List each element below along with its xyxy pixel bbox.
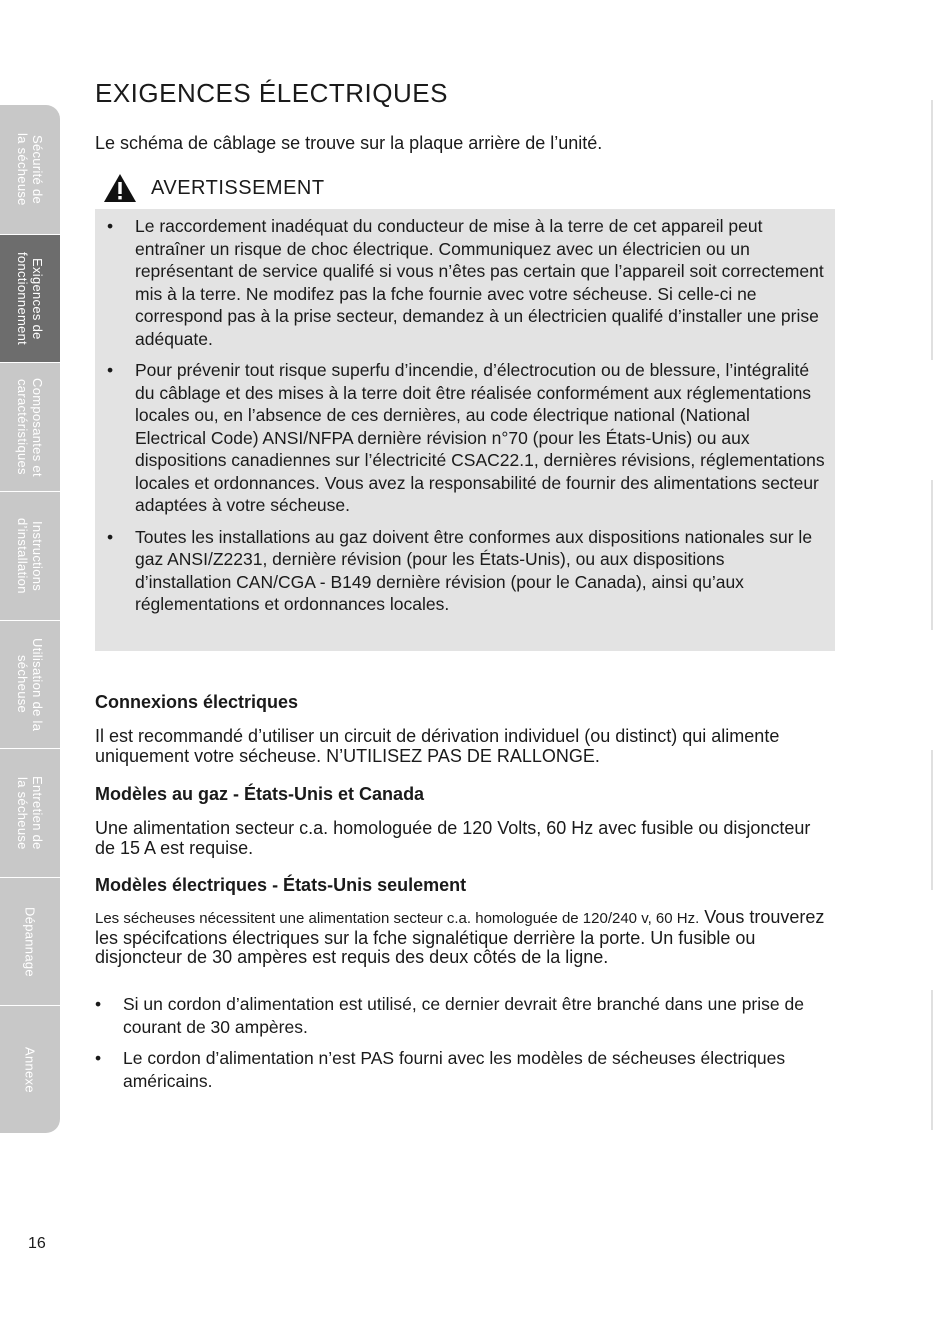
list-item-text: Le cordon d’alimentation n’est PAS fourni avec les modèles de sécheuses électriques américains. bbox=[123, 1048, 786, 1091]
tab-label: la sécheuse bbox=[15, 133, 30, 206]
list-item-text: Si un cordon d’alimentation est utilisé, ce dernier devrait être branché dans une prise de courant de 30 ampères. bbox=[123, 994, 804, 1037]
tab-depannage[interactable] bbox=[0, 877, 60, 1005]
warning-icon bbox=[103, 173, 137, 203]
page-title: EXIGENCES ÉLECTRIQUES bbox=[95, 78, 448, 108]
warning-header bbox=[103, 173, 325, 203]
warning-item bbox=[107, 215, 825, 350]
tab-label: fonctionnement bbox=[15, 251, 30, 346]
tab-label: sécheuse bbox=[15, 655, 30, 714]
tab-label: d’installation bbox=[15, 518, 30, 594]
tab-exigences[interactable] bbox=[0, 234, 60, 362]
section-lead: Les sécheuses nécessitent une alimentation secteur c.a. homologuée de 120/240 v, 60 Hz. bbox=[95, 910, 700, 927]
page-number: 16 bbox=[28, 1235, 46, 1252]
tab-label: Exigences de bbox=[30, 257, 45, 340]
section-heading-electriques: Modèles électriques - États-Unis seulement bbox=[95, 875, 467, 895]
tab-annexe[interactable] bbox=[0, 1005, 60, 1133]
bullet: • bbox=[95, 1048, 102, 1068]
tab-label: Utilisation de la bbox=[30, 637, 45, 732]
electric-notes bbox=[95, 993, 835, 1101]
tab-label: Entretien de bbox=[30, 776, 45, 850]
tab-label: la sécheuse bbox=[15, 776, 30, 850]
warning-item-text: Le raccordement inadéquat du conducteur de mise à la terre de cet appareil peut entraîner un risque de choc électrique. Communiquez avec un électricien ou un représentant de service qualifé si vous n’êtes pas certain que l’appareil soit correctement mis à la terre. Ne modifez pas la fche fournie avec votre sécheuse. Si celle-ci ne correspond pas à la prise secteur, demandez à un électricien qualifé d’installer une prise adéquate. bbox=[135, 216, 824, 349]
warning-box bbox=[95, 209, 835, 651]
bullet: • bbox=[95, 994, 102, 1014]
tab-utilisation[interactable] bbox=[0, 620, 60, 748]
section-text-connexions: Il est recommandé d’utiliser un circuit de dérivation individuel (ou distinct) qui alimente uniquement votre sécheuse. N’UTILISEZ PAS DE RALLONGE. bbox=[95, 726, 780, 766]
list-item bbox=[95, 1047, 835, 1092]
warning-item bbox=[107, 526, 825, 616]
section-text-gaz: Une alimentation secteur c.a. homologuée de 120 Volts, 60 Hz avec fusible ou disjoncteur de 15 A est requise. bbox=[95, 818, 811, 858]
warning-title: AVERTISSEMENT bbox=[151, 176, 325, 199]
bullet: • bbox=[107, 360, 114, 380]
tab-composantes[interactable] bbox=[0, 362, 60, 491]
warning-item-text: Toutes les installations au gaz doivent être conformes aux dispositions nationales sur le gaz ANSI/Z2231, dernière révision (pour les États-Unis), ou aux dispositions d’installation CAN/CGA - B149 dernière révision (pour le Canada), ainsi qu’aux réglementations et ordonnances locales. bbox=[135, 526, 813, 614]
tab-entretien[interactable] bbox=[0, 748, 60, 877]
tab-securite[interactable] bbox=[0, 105, 60, 234]
tab-label: Annexe bbox=[22, 1046, 38, 1093]
tab-instructions[interactable] bbox=[0, 491, 60, 620]
tab-label: Dépannage bbox=[22, 906, 38, 977]
section-text-electriques bbox=[95, 908, 835, 968]
warning-item-text: Pour prévenir tout risque superfu d’incendie, d’électrocution ou de blessure, l’intégralité du câblage et des mises à la terre doit être réalisée conformément aux réglementations locales ou, en l’absence de ces dernières, au code électrique national (National Electrical Code) ANSI/NFPA dernière révision n°70 (pour les États-Unis) ou aux dispositions canadiennes sur l’électricité CSAC22.1, dernières révisions, réglementations locales et ordonnances. Vous avez la responsabilité de fournir des alimentations secteur adaptées à votre sécheuse. bbox=[135, 360, 825, 515]
section-heading-gaz: Modèles au gaz - États-Unis et Canada bbox=[95, 784, 425, 804]
warning-item bbox=[107, 359, 825, 517]
tab-label: caractéristiques bbox=[15, 379, 30, 475]
tab-label: Sécurité de bbox=[30, 134, 45, 205]
bullet: • bbox=[107, 216, 114, 236]
bullet: • bbox=[107, 526, 114, 547]
section-tabs bbox=[0, 105, 60, 1133]
section-heading-connexions: Connexions électriques bbox=[95, 692, 299, 712]
intro-text: Le schéma de câblage se trouve sur la plaque arrière de l’unité. bbox=[95, 133, 603, 153]
tab-label: Composantes et bbox=[30, 377, 45, 477]
list-item bbox=[95, 993, 835, 1038]
section-body: Vous trouverez les spécifcations électriques sur la fche signalétique derrière la porte. Un fusible ou disjoncteur de 30 ampères est requis des deux côtés de la ligne. bbox=[95, 907, 825, 967]
tab-label: Instructions bbox=[30, 520, 45, 592]
